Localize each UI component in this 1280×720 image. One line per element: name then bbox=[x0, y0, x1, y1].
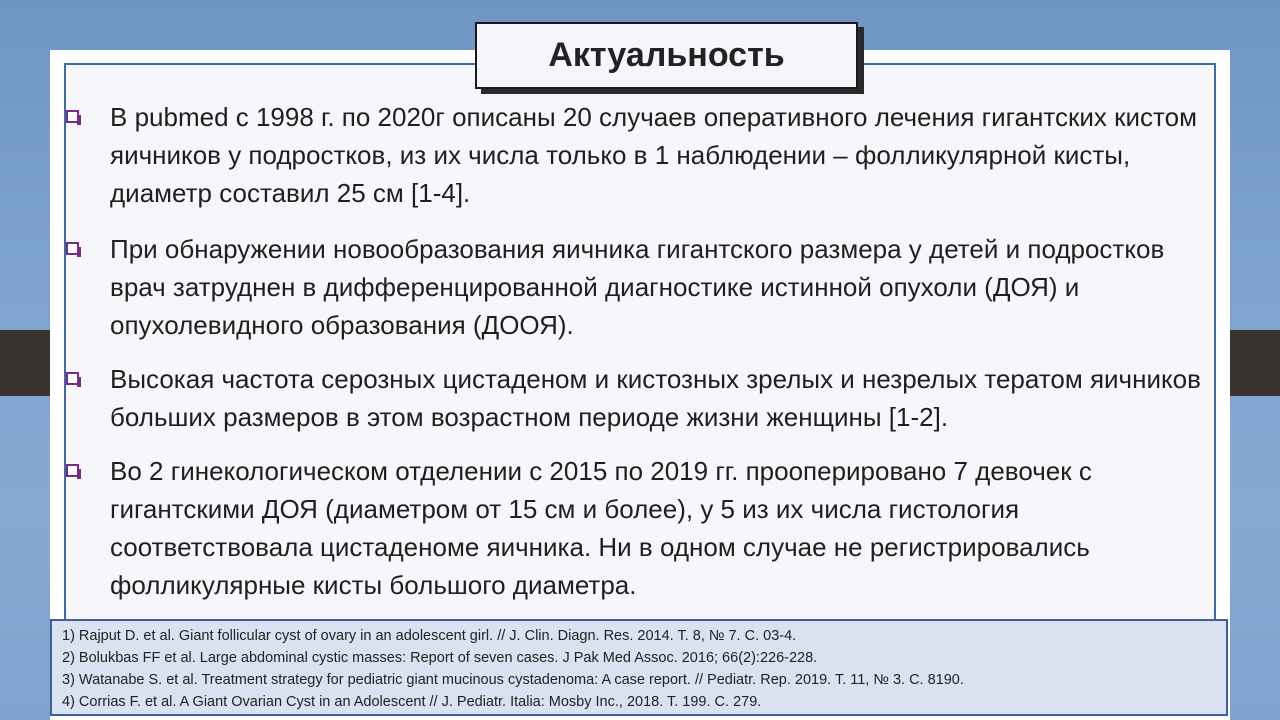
reference-item: 1) Rajput D. et al. Giant follicular cyst of ovary in an adolescent girl. // J. Clin. Diagn. Res. 2014. T. 8, № 7. C. 03-4. bbox=[62, 628, 797, 644]
bullet-text: При обнаружении новообразования яичника гигантского размера у детей и подростков врач затруднен в дифференцированной диагностике истинной опухоли (ДОЯ) и опухолевидного образования (ДООЯ). bbox=[110, 234, 1165, 340]
bullet-text: В pubmed с 1998 г. по 2020г описаны 20 случаев оперативного лечения гигантских кистом яичников у подростков, из их числа только в 1 наблюдении – фолликулярной кисты, диаметр составил 25 см [1-4]. bbox=[110, 102, 1197, 208]
slide-title: Актуальность bbox=[548, 36, 785, 74]
title-box bbox=[475, 22, 858, 89]
reference-item: 2) Bolukbas FF et al. Large abdominal cystic masses: Report of seven cases. J Pak Med Assoc. 2016; 66(2):226-228. bbox=[62, 650, 818, 666]
square-bullet-icon bbox=[66, 242, 79, 255]
square-bullet-icon bbox=[66, 110, 79, 123]
square-bullet-icon bbox=[66, 372, 79, 385]
reference-item: 3) Watanabe S. et al. Treatment strategy for pediatric giant mucinous cystadenoma: A case report. // Pediatr. Rep. 2019. T. 11, № 3. C. 8190. bbox=[62, 672, 964, 688]
bullet-text: Во 2 гинекологическом отделении с 2015 по 2019 гг. прооперировано 7 девочек с гигантскими ДОЯ (диаметром от 15 см и более), у 5 из их числа гистология соответствовала цистаденоме яичника. Ни в одном случае не регистрировались фолликулярные кисты большого диаметра. bbox=[110, 456, 1092, 600]
reference-item: 4) Corrias F. et al. A Giant Ovarian Cyst in an Adolescent // J. Pediatr. Italia: Mosby Inc., 2018. T. 199. C. 279. bbox=[62, 694, 762, 710]
square-bullet-icon bbox=[66, 464, 79, 477]
references-box bbox=[50, 619, 1228, 716]
bullet-text: Высокая частота серозных цистаденом и кистозных зрелых и незрелых тератом яичников больших размеров в этом возрастном периоде жизни женщины [1-2]. bbox=[110, 364, 1201, 432]
